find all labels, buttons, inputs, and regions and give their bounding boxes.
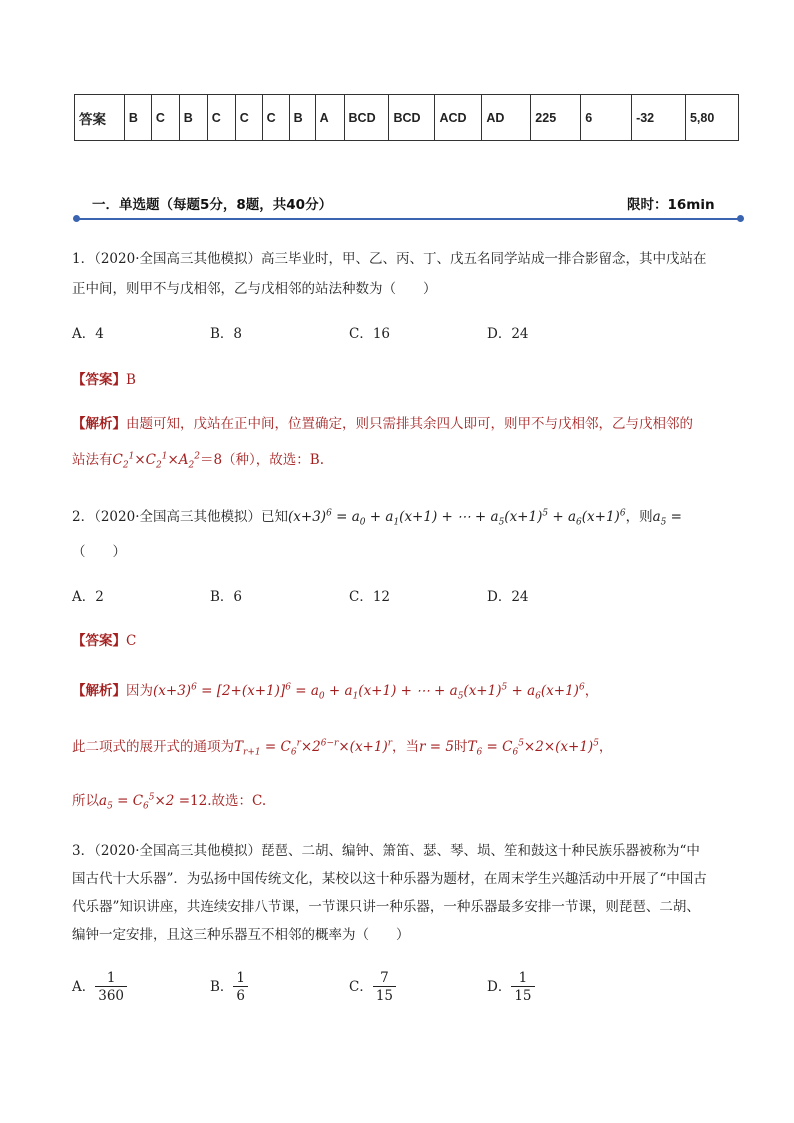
q3-stem-line4: 编钟一定安排，且这三种乐器互不相邻的概率为（ ） (72, 927, 410, 943)
analysis-text: 站法有 (72, 452, 113, 468)
option-fraction (373, 970, 396, 1005)
q3-stem-line2: 国古代十大乐器”．为弘扬中国传统文化，某校以这十种乐器为题材，在周末学生兴趣活动中开展了“中国古 (72, 871, 707, 887)
analysis-text: 所以 (72, 793, 99, 809)
answer-cell: -32 (632, 95, 686, 141)
q2-analysis-line2: 此二项式的展开式的通项为$T_{r+1} = C_6^r\times 2^{6-r}\times(x+1)^r$，当r = 5时$T_6 = C_6^5\times 2\times(x+1)^5$， (72, 738, 613, 758)
q1-option-c: C．16 (349, 326, 391, 342)
answer-cell: C (151, 95, 179, 141)
formula: $a_5$ = (652, 509, 682, 528)
answer-cell: 225 (531, 95, 581, 141)
numerator: 1 (95, 970, 127, 987)
answer-cell: ACD (435, 95, 482, 141)
analysis-text: 因为 (126, 683, 153, 699)
analysis-text: 此二项式的展开式的通项为 (72, 739, 234, 755)
q2-stem-line2: （ ） (72, 544, 126, 560)
answer-value: B (126, 372, 136, 388)
answer-cell: 6 (581, 95, 632, 141)
q2-option-d: D．24 (487, 589, 529, 605)
denominator: 15 (514, 988, 532, 1004)
analysis-text: .故选：C. (207, 793, 267, 809)
section-time-limit: 限时：16min (627, 197, 715, 213)
answer-cell: AD (482, 95, 531, 141)
q1-option-a: A．4 (72, 326, 104, 342)
formula: $a_5 = C_6^5\times 2 =12$ (99, 792, 208, 812)
q1-option-b: B．8 (210, 326, 243, 342)
analysis-text: （种），故选：B. (222, 452, 325, 468)
divider-right-dot (737, 215, 744, 222)
formula: $C_2^1\times C_2^1\times A_2^2=8$ (112, 451, 223, 471)
answer-table-row (75, 95, 739, 141)
q2-option-c: C．12 (349, 589, 391, 605)
answer-cell: B (289, 95, 315, 141)
formula: $(x+3)^6 = a_0 + a_1(x+1)$ + ⋯ + $a_5(x+1)^5 + a_6(x+1)^6$ (288, 508, 626, 528)
answer-cell: C (262, 95, 289, 141)
formula: $(x+3)^6 = [2+(x+1)]^6 = a_0 + a_1(x+1)$ + ⋯ + $a_5(x+1)^5 + a_6(x+1)^6$ (153, 682, 585, 702)
answer-value: C (126, 633, 137, 649)
option-label: A． (72, 979, 96, 995)
analysis-tag: 【解析】 (72, 416, 126, 432)
denominator: 6 (236, 988, 246, 1004)
q2-analysis-line1: 【解析】因为$(x+3)^6 = [2+(x+1)]^6 = a_0 + a_1(x+1)$ + ⋯ + $a_5(x+1)^5 + a_6(x+1)^6$， (72, 682, 599, 702)
answer-cell: 5,80 (685, 95, 738, 141)
q2-option-b: B．6 (210, 589, 243, 605)
numerator: 7 (373, 970, 396, 987)
formula: r = 5 (419, 739, 454, 755)
answer-cell: B (179, 95, 207, 141)
q3-option-d (487, 970, 535, 1005)
section-title: 一．单选题（每题5分，8题，共40分） (92, 197, 333, 213)
option-label: C． (349, 979, 373, 995)
q3-stem-line3: 代乐器”知识讲座，共连续安排八节课，一节课只讲一种乐器，一种乐器最多安排一节课，则琵琶、二胡、 (72, 899, 700, 915)
q2-stem-line1 (72, 505, 682, 528)
answer-tag: 【答案】 (72, 372, 126, 388)
q2-answer (72, 629, 136, 649)
q1-stem-line1: 1．（2020·全国高三其他模拟）高三毕业时，甲、乙、丙、丁、戊五名同学站成一排合影留念，其中戊站在 (72, 251, 707, 267)
q2-stem-prefix: 2．（2020·全国高三其他模拟）已知 (72, 509, 288, 525)
answer-cell: A (315, 95, 344, 141)
q1-analysis-line1 (72, 412, 693, 432)
answer-cell: BCD (344, 95, 389, 141)
option-label: B． (210, 979, 234, 995)
q1-answer (72, 368, 136, 388)
formula: $T_6 = C_6^5\times 2\times(x+1)^5$ (467, 738, 599, 758)
analysis-text: 由题可知，戊站在正中间，位置确定，则只需排其余四人即可，则甲不与戊相邻，乙与戊相邻的 (126, 416, 693, 432)
option-fraction (511, 970, 534, 1005)
answer-cell: C (207, 95, 235, 141)
numerator: 1 (511, 970, 534, 987)
answer-cell: B (124, 95, 151, 141)
answer-cell: C (235, 95, 262, 141)
divider-left-dot (73, 215, 80, 222)
option-fraction (95, 970, 127, 1005)
denominator: 15 (375, 988, 394, 1004)
answer-table-header: 答案 (75, 95, 125, 141)
q2-option-a: A．2 (72, 589, 104, 605)
answer-cell: BCD (389, 95, 435, 141)
q2-analysis-line3 (72, 789, 266, 812)
numerator: 1 (233, 970, 248, 987)
option-fraction (233, 970, 248, 1005)
q3-option-a (72, 970, 127, 1005)
answer-table (74, 94, 739, 141)
q3-option-c (349, 970, 396, 1005)
q3-stem-line1: 3．（2020·全国高三其他模拟）琵琶、二胡、编钟、箫笛、瑟、琴、埙、笙和鼓这十种民族乐器被称为“中 (72, 843, 700, 859)
q1-stem-line2: 正中间，则甲不与戊相邻，乙与戊相邻的站法种数为（ ） (72, 281, 437, 297)
option-label: D． (487, 979, 512, 995)
q2-stem-suffix: ，则 (625, 509, 653, 525)
formula: $T_{r+1} = C_6^r\times 2^{6-r}\times(x+1)^r$ (234, 738, 393, 758)
analysis-text: 时 (453, 739, 468, 755)
q3-option-b (210, 970, 248, 1005)
section-divider (77, 218, 741, 220)
q1-option-d: D．24 (487, 326, 529, 342)
answer-tag: 【答案】 (72, 633, 126, 649)
q1-analysis-line2 (72, 448, 324, 471)
analysis-tag: 【解析】 (72, 683, 126, 699)
analysis-text: ，当 (392, 739, 420, 755)
denominator: 360 (98, 988, 125, 1004)
